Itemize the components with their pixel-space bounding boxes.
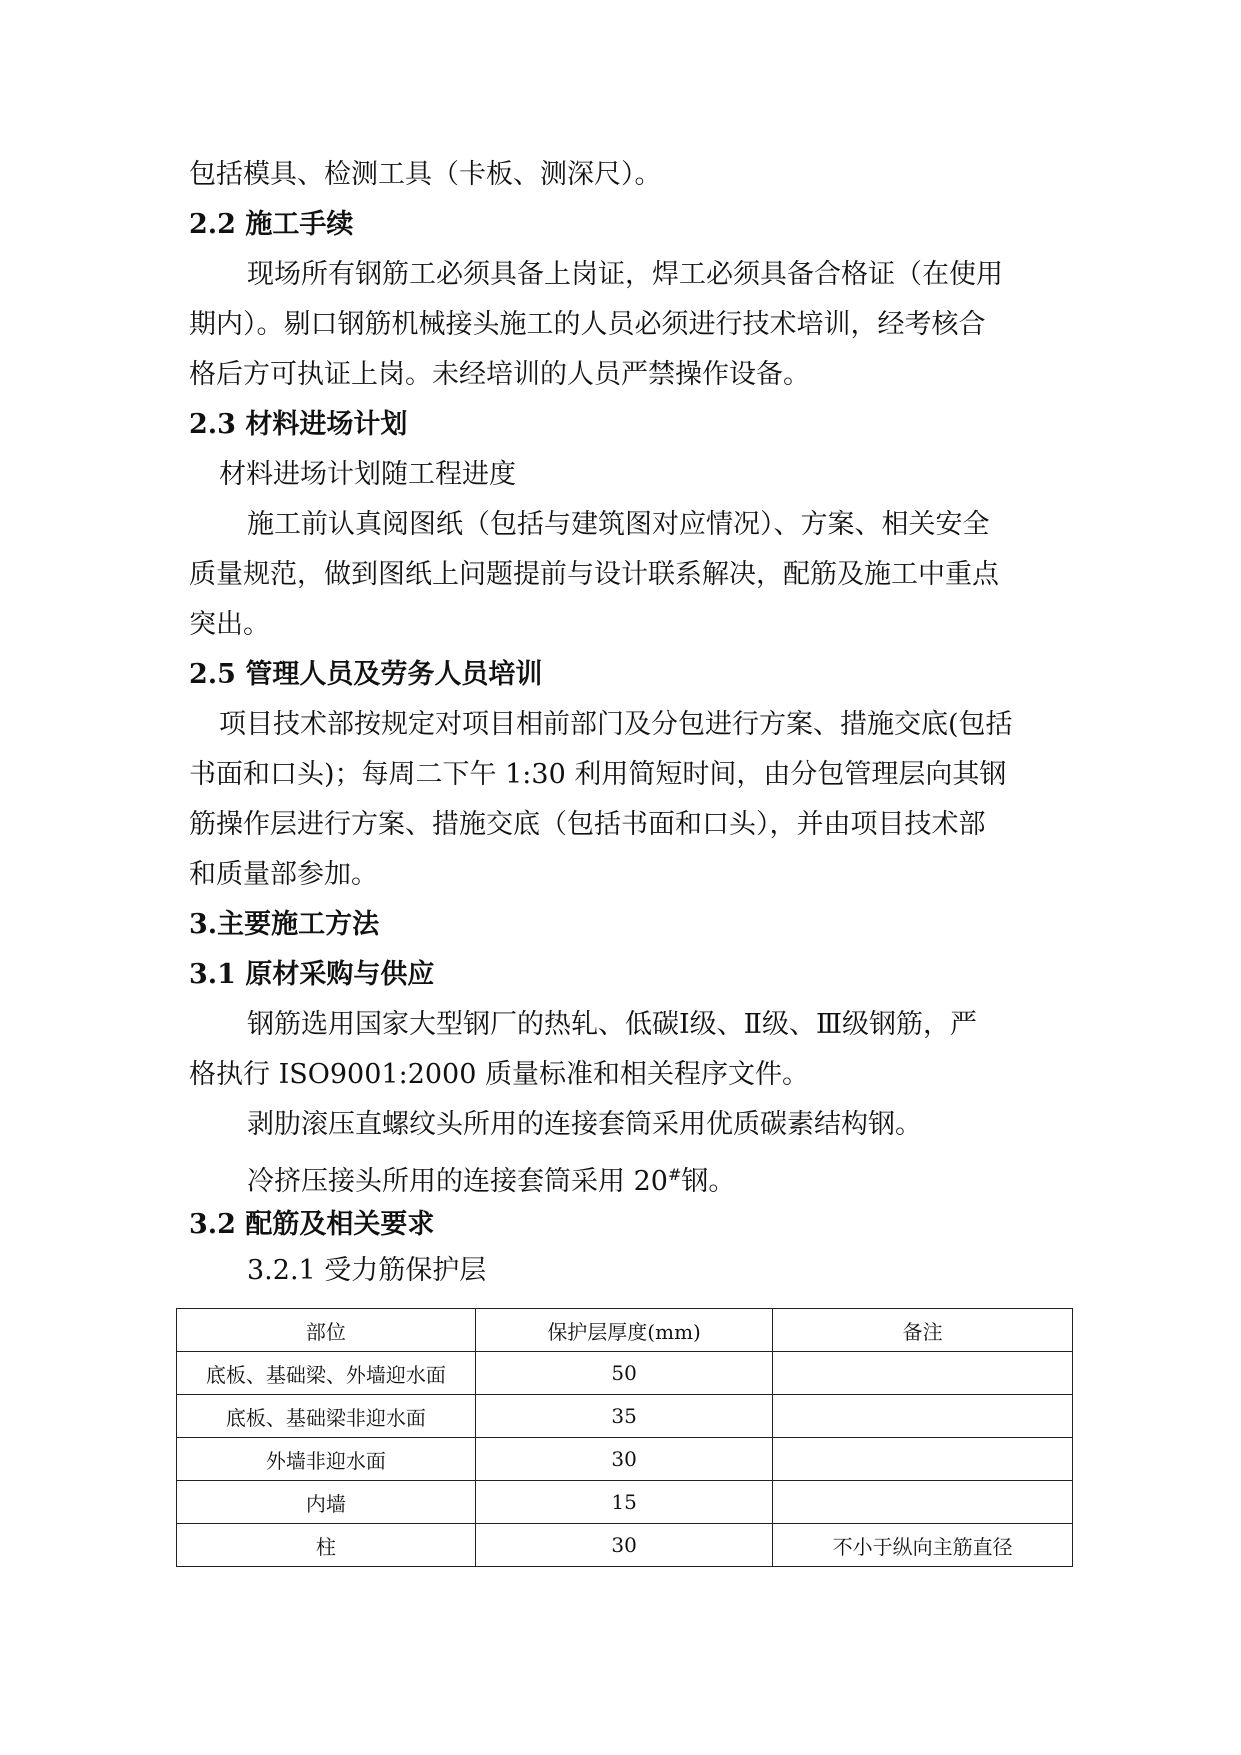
paragraph-line: 材料进场计划随工程进度 [219,459,516,490]
section-heading-3: 3.主要施工方法 [189,909,380,940]
table-cell: 不小于纵向主筋直径 [773,1524,1073,1567]
table-cell: 15 [475,1481,773,1524]
table-row [177,1395,1073,1438]
text-run: 冷挤压接头所用的连接套筒采用 20 [247,1166,668,1197]
table-cell: 30 [475,1438,773,1481]
table-cell [773,1438,1073,1481]
paragraph-line: 现场所有钢筋工必须具备上岗证，焊工必须具备合格证（在使用 [247,259,1003,290]
document-body [189,150,1069,1292]
paragraph-line: 格执行 ISO9001:2000 质量标准和相关程序文件。 [189,1059,809,1090]
table-cell: 外墙非迎水面 [177,1438,476,1481]
table-cell [773,1395,1073,1438]
superscript-mark: # [667,1165,682,1184]
table-cell: 底板、基础梁非迎水面 [177,1395,476,1438]
header-cell-remark: 备注 [773,1309,1073,1352]
table-cell: 50 [475,1352,773,1395]
header-cell-location: 部位 [177,1309,476,1352]
table-cell: 内墙 [177,1481,476,1524]
paragraph-line: 格后方可执证上岗。未经培训的人员严禁操作设备。 [189,359,810,390]
paragraph-line: 钢筋选用国家大型钢厂的热轧、低碳Ⅰ级、Ⅱ级、Ⅲ级钢筋，严 [247,1009,978,1040]
paragraph-line: 包括模具、检测工具（卡板、测深尺）。 [189,159,662,190]
section-heading-3-1: 3.1 原材采购与供应 [189,959,435,990]
paragraph-line: 项目技术部按规定对项目相前部门及分包进行方案、措施交底(包括 [219,709,1013,740]
paragraph-line: 期内）。剔口钢筋机械接头施工的人员必须进行技术培训，经考核合 [189,309,986,340]
paragraph-line: 突出。 [189,609,270,640]
text-run: 钢。 [681,1166,736,1197]
table-cell: 30 [475,1524,773,1567]
header-cell-thickness: 保护层厚度(mm) [475,1309,773,1352]
section-heading-2-3: 2.3 材料进场计划 [189,409,408,440]
section-heading-3-2: 3.2 配筋及相关要求 [189,1209,435,1240]
section-heading-2-5: 2.5 管理人员及劳务人员培训 [189,659,543,690]
table-caption: 3.2.1 受力筋保护层 [247,1255,487,1286]
table-row [177,1352,1073,1395]
table-row [177,1524,1073,1567]
paragraph-line: 剥肋滚压直螺纹头所用的连接套筒采用优质碳素结构钢。 [247,1109,922,1140]
table-cell: 柱 [177,1524,476,1567]
table-row [177,1481,1073,1524]
table-row [177,1438,1073,1481]
table-cell [773,1352,1073,1395]
table-header-row [177,1309,1073,1352]
paragraph-line: 质量规范，做到图纸上问题提前与设计联系解决，配筋及施工中重点 [189,559,999,590]
paragraph-line: 和质量部参加。 [189,859,378,890]
table-cell: 35 [475,1395,773,1438]
table-cell [773,1481,1073,1524]
paragraph-line: 施工前认真阅图纸（包括与建筑图对应情况）、方案、相关安全 [247,509,990,540]
paragraph-line: 筋操作层进行方案、措施交底（包括书面和口头），并由项目技术部 [189,809,986,840]
table-cell: 底板、基础梁、外墙迎水面 [177,1352,476,1395]
paragraph-line [189,1150,1069,1200]
section-heading-2-2: 2.2 施工手续 [189,209,354,240]
paragraph-line: 书面和口头)；每周二下午 1:30 利用简短时间，由分包管理层向其钢 [189,759,1007,790]
cover-thickness-table [176,1308,1073,1567]
